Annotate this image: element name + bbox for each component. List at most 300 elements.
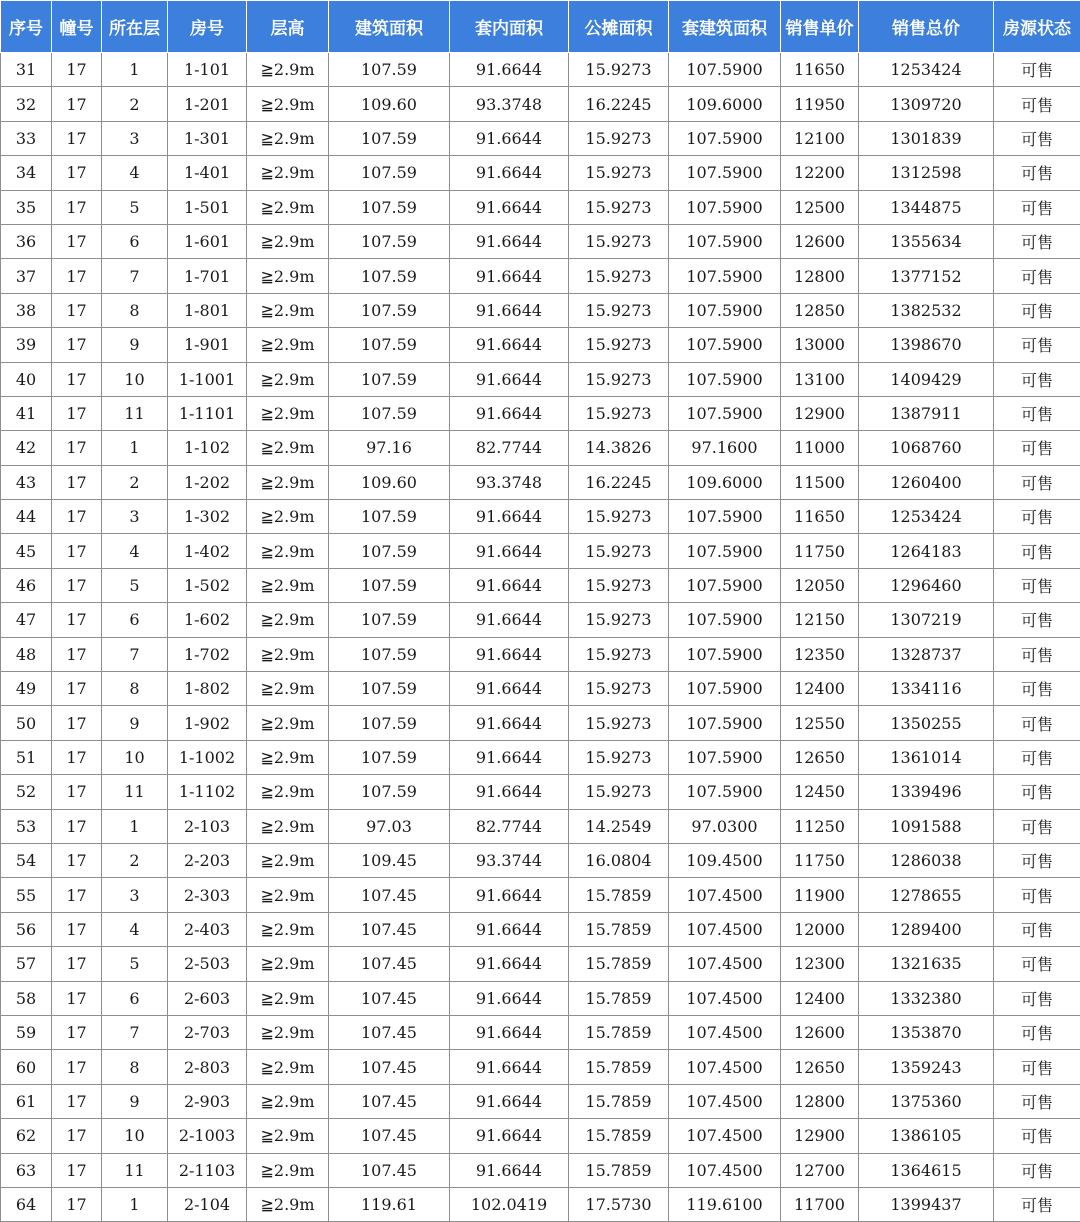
table-row (1, 706, 1080, 740)
col-header-internal-area: 套内面积 (450, 1, 569, 53)
cell-total-price: 1359243 (859, 1050, 994, 1084)
col-header-unit: 房号 (168, 1, 247, 53)
cell-building: 17 (52, 190, 102, 224)
cell-floor-height: ≧2.9m (247, 156, 329, 190)
cell-building: 17 (52, 87, 102, 121)
cell-status: 可售 (994, 53, 1080, 87)
cell-unit-gross-area: 107.5900 (669, 121, 781, 155)
cell-unit: 2-703 (168, 1015, 247, 1049)
cell-floor: 8 (102, 672, 168, 706)
cell-unit: 2-203 (168, 843, 247, 877)
cell-shared-area: 16.2245 (569, 87, 669, 121)
cell-internal-area: 91.6644 (450, 775, 569, 809)
cell-internal-area: 91.6644 (450, 396, 569, 430)
cell-floor-height: ≧2.9m (247, 878, 329, 912)
cell-status: 可售 (994, 947, 1080, 981)
cell-floor-height: ≧2.9m (247, 293, 329, 327)
cell-index: 42 (1, 431, 52, 465)
cell-unit: 1-402 (168, 534, 247, 568)
cell-building: 17 (52, 534, 102, 568)
cell-unit-gross-area: 97.1600 (669, 431, 781, 465)
cell-unit-gross-area: 107.5900 (669, 672, 781, 706)
cell-index: 55 (1, 878, 52, 912)
cell-shared-area: 15.9273 (569, 500, 669, 534)
cell-index: 45 (1, 534, 52, 568)
cell-status: 可售 (994, 1119, 1080, 1153)
cell-internal-area: 91.6644 (450, 500, 569, 534)
cell-floor: 2 (102, 465, 168, 499)
cell-floor: 6 (102, 224, 168, 258)
cell-status: 可售 (994, 1187, 1080, 1221)
cell-status: 可售 (994, 1084, 1080, 1118)
cell-status: 可售 (994, 672, 1080, 706)
cell-internal-area: 91.6644 (450, 740, 569, 774)
cell-status: 可售 (994, 396, 1080, 430)
cell-gross-area: 107.59 (329, 362, 450, 396)
cell-building: 17 (52, 1187, 102, 1221)
cell-floor: 8 (102, 1050, 168, 1084)
cell-internal-area: 91.6644 (450, 259, 569, 293)
cell-status: 可售 (994, 87, 1080, 121)
cell-index: 61 (1, 1084, 52, 1118)
cell-unit-gross-area: 97.0300 (669, 809, 781, 843)
cell-internal-area: 91.6644 (450, 362, 569, 396)
cell-gross-area: 107.59 (329, 293, 450, 327)
cell-index: 39 (1, 328, 52, 362)
cell-floor: 10 (102, 740, 168, 774)
cell-floor-height: ≧2.9m (247, 121, 329, 155)
cell-unit-gross-area: 107.5900 (669, 500, 781, 534)
cell-total-price: 1253424 (859, 53, 994, 87)
cell-unit-price: 12700 (781, 1153, 859, 1187)
cell-unit: 2-1003 (168, 1119, 247, 1153)
cell-index: 46 (1, 568, 52, 602)
col-header-unit-gross-area: 套建筑面积 (669, 1, 781, 53)
cell-total-price: 1321635 (859, 947, 994, 981)
cell-total-price: 1382532 (859, 293, 994, 327)
cell-shared-area: 15.9273 (569, 53, 669, 87)
cell-total-price: 1091588 (859, 809, 994, 843)
cell-internal-area: 91.6644 (450, 190, 569, 224)
cell-unit: 1-701 (168, 259, 247, 293)
cell-internal-area: 91.6644 (450, 1119, 569, 1153)
cell-shared-area: 15.9273 (569, 534, 669, 568)
cell-building: 17 (52, 568, 102, 602)
cell-unit-price: 11900 (781, 878, 859, 912)
cell-unit-gross-area: 107.5900 (669, 534, 781, 568)
table-row (1, 1119, 1080, 1153)
cell-gross-area: 107.59 (329, 259, 450, 293)
cell-floor: 5 (102, 190, 168, 224)
cell-unit: 1-702 (168, 637, 247, 671)
cell-unit: 1-301 (168, 121, 247, 155)
cell-status: 可售 (994, 809, 1080, 843)
cell-gross-area: 107.45 (329, 1084, 450, 1118)
cell-shared-area: 15.7859 (569, 912, 669, 946)
cell-unit-gross-area: 107.5900 (669, 362, 781, 396)
cell-gross-area: 107.59 (329, 740, 450, 774)
cell-building: 17 (52, 396, 102, 430)
cell-total-price: 1387911 (859, 396, 994, 430)
cell-shared-area: 15.9273 (569, 775, 669, 809)
cell-unit-gross-area: 109.6000 (669, 87, 781, 121)
cell-total-price: 1328737 (859, 637, 994, 671)
cell-unit: 1-202 (168, 465, 247, 499)
cell-floor-height: ≧2.9m (247, 1050, 329, 1084)
cell-building: 17 (52, 809, 102, 843)
cell-status: 可售 (994, 1050, 1080, 1084)
table-row (1, 947, 1080, 981)
cell-unit-price: 11250 (781, 809, 859, 843)
cell-floor: 10 (102, 362, 168, 396)
cell-total-price: 1068760 (859, 431, 994, 465)
cell-unit-gross-area: 107.5900 (669, 706, 781, 740)
cell-unit-price: 12650 (781, 740, 859, 774)
cell-status: 可售 (994, 500, 1080, 534)
cell-building: 17 (52, 672, 102, 706)
cell-total-price: 1296460 (859, 568, 994, 602)
cell-unit: 1-502 (168, 568, 247, 602)
cell-status: 可售 (994, 740, 1080, 774)
table-body (1, 53, 1080, 1222)
cell-status: 可售 (994, 259, 1080, 293)
table-row (1, 87, 1080, 121)
cell-shared-area: 15.9273 (569, 293, 669, 327)
cell-floor: 2 (102, 87, 168, 121)
cell-shared-area: 16.0804 (569, 843, 669, 877)
cell-unit-gross-area: 107.4500 (669, 947, 781, 981)
table-row (1, 431, 1080, 465)
cell-floor: 9 (102, 328, 168, 362)
cell-unit: 2-403 (168, 912, 247, 946)
cell-total-price: 1399437 (859, 1187, 994, 1221)
cell-index: 36 (1, 224, 52, 258)
cell-floor: 9 (102, 1084, 168, 1118)
cell-floor: 4 (102, 156, 168, 190)
cell-status: 可售 (994, 328, 1080, 362)
cell-internal-area: 91.6644 (450, 1050, 569, 1084)
cell-floor-height: ≧2.9m (247, 465, 329, 499)
table-row (1, 396, 1080, 430)
cell-unit-gross-area: 107.4500 (669, 1050, 781, 1084)
cell-unit: 2-903 (168, 1084, 247, 1118)
cell-internal-area: 91.6644 (450, 568, 569, 602)
cell-unit: 1-1102 (168, 775, 247, 809)
cell-floor-height: ≧2.9m (247, 981, 329, 1015)
cell-internal-area: 91.6644 (450, 878, 569, 912)
cell-gross-area: 107.59 (329, 568, 450, 602)
cell-shared-area: 15.9273 (569, 121, 669, 155)
cell-unit-gross-area: 107.5900 (669, 568, 781, 602)
cell-gross-area: 107.45 (329, 1153, 450, 1187)
cell-floor: 11 (102, 775, 168, 809)
cell-index: 32 (1, 87, 52, 121)
cell-unit: 1-1101 (168, 396, 247, 430)
cell-floor: 3 (102, 878, 168, 912)
cell-floor: 1 (102, 431, 168, 465)
cell-internal-area: 91.6644 (450, 912, 569, 946)
cell-building: 17 (52, 156, 102, 190)
cell-shared-area: 15.7859 (569, 947, 669, 981)
cell-shared-area: 14.3826 (569, 431, 669, 465)
cell-internal-area: 91.6644 (450, 534, 569, 568)
cell-shared-area: 14.2549 (569, 809, 669, 843)
cell-internal-area: 91.6644 (450, 1153, 569, 1187)
cell-floor: 1 (102, 53, 168, 87)
cell-unit-price: 12550 (781, 706, 859, 740)
cell-shared-area: 15.7859 (569, 1084, 669, 1118)
cell-total-price: 1344875 (859, 190, 994, 224)
cell-shared-area: 15.9273 (569, 396, 669, 430)
cell-shared-area: 15.9273 (569, 740, 669, 774)
cell-floor-height: ≧2.9m (247, 947, 329, 981)
cell-internal-area: 91.6644 (450, 947, 569, 981)
cell-status: 可售 (994, 465, 1080, 499)
cell-index: 50 (1, 706, 52, 740)
table-row (1, 1050, 1080, 1084)
cell-floor: 11 (102, 396, 168, 430)
cell-total-price: 1286038 (859, 843, 994, 877)
cell-floor: 3 (102, 500, 168, 534)
col-header-gross-area: 建筑面积 (329, 1, 450, 53)
table-row (1, 1187, 1080, 1221)
table-row (1, 362, 1080, 396)
col-header-floor: 所在层 (102, 1, 168, 53)
cell-gross-area: 107.59 (329, 224, 450, 258)
table-row (1, 843, 1080, 877)
table-row (1, 53, 1080, 87)
table-row (1, 465, 1080, 499)
table-row (1, 224, 1080, 258)
cell-total-price: 1309720 (859, 87, 994, 121)
cell-floor: 7 (102, 1015, 168, 1049)
cell-building: 17 (52, 947, 102, 981)
cell-floor: 3 (102, 121, 168, 155)
table-row (1, 809, 1080, 843)
cell-index: 54 (1, 843, 52, 877)
cell-gross-area: 109.60 (329, 465, 450, 499)
table-row (1, 534, 1080, 568)
cell-total-price: 1350255 (859, 706, 994, 740)
cell-status: 可售 (994, 1015, 1080, 1049)
cell-status: 可售 (994, 706, 1080, 740)
cell-shared-area: 15.7859 (569, 1119, 669, 1153)
cell-floor-height: ≧2.9m (247, 809, 329, 843)
cell-unit-price: 12600 (781, 1015, 859, 1049)
table-row (1, 672, 1080, 706)
cell-building: 17 (52, 1050, 102, 1084)
cell-total-price: 1375360 (859, 1084, 994, 1118)
cell-total-price: 1355634 (859, 224, 994, 258)
cell-unit-price: 11650 (781, 53, 859, 87)
cell-status: 可售 (994, 224, 1080, 258)
cell-internal-area: 91.6644 (450, 706, 569, 740)
cell-unit-price: 13000 (781, 328, 859, 362)
cell-internal-area: 91.6644 (450, 1015, 569, 1049)
cell-status: 可售 (994, 843, 1080, 877)
cell-index: 63 (1, 1153, 52, 1187)
cell-unit-price: 12600 (781, 224, 859, 258)
cell-unit-price: 12800 (781, 259, 859, 293)
cell-floor-height: ≧2.9m (247, 603, 329, 637)
cell-building: 17 (52, 259, 102, 293)
cell-unit-gross-area: 107.5900 (669, 328, 781, 362)
cell-unit-price: 12900 (781, 1119, 859, 1153)
cell-internal-area: 91.6644 (450, 1084, 569, 1118)
col-header-total-price: 销售总价 (859, 1, 994, 53)
cell-unit-price: 12650 (781, 1050, 859, 1084)
cell-shared-area: 17.5730 (569, 1187, 669, 1221)
cell-gross-area: 119.61 (329, 1187, 450, 1221)
cell-status: 可售 (994, 431, 1080, 465)
cell-floor: 5 (102, 947, 168, 981)
cell-unit: 1-902 (168, 706, 247, 740)
table-row (1, 156, 1080, 190)
cell-total-price: 1289400 (859, 912, 994, 946)
cell-gross-area: 107.59 (329, 672, 450, 706)
cell-floor: 4 (102, 534, 168, 568)
cell-gross-area: 107.59 (329, 603, 450, 637)
cell-building: 17 (52, 121, 102, 155)
cell-unit: 1-1001 (168, 362, 247, 396)
cell-building: 17 (52, 1119, 102, 1153)
cell-floor-height: ≧2.9m (247, 843, 329, 877)
cell-floor: 9 (102, 706, 168, 740)
cell-gross-area: 107.59 (329, 500, 450, 534)
cell-gross-area: 97.03 (329, 809, 450, 843)
cell-gross-area: 109.45 (329, 843, 450, 877)
cell-shared-area: 15.9273 (569, 706, 669, 740)
cell-status: 可售 (994, 293, 1080, 327)
cell-floor-height: ≧2.9m (247, 775, 329, 809)
cell-gross-area: 107.59 (329, 534, 450, 568)
cell-shared-area: 15.9273 (569, 568, 669, 602)
cell-unit-gross-area: 107.4500 (669, 878, 781, 912)
cell-floor-height: ≧2.9m (247, 259, 329, 293)
table-row (1, 1015, 1080, 1049)
cell-index: 58 (1, 981, 52, 1015)
cell-internal-area: 91.6644 (450, 156, 569, 190)
cell-unit-gross-area: 107.4500 (669, 1119, 781, 1153)
cell-gross-area: 107.45 (329, 1050, 450, 1084)
cell-gross-area: 107.59 (329, 637, 450, 671)
cell-index: 37 (1, 259, 52, 293)
cell-total-price: 1353870 (859, 1015, 994, 1049)
table-row (1, 775, 1080, 809)
cell-unit: 1-1002 (168, 740, 247, 774)
cell-index: 64 (1, 1187, 52, 1221)
cell-floor-height: ≧2.9m (247, 1015, 329, 1049)
cell-unit-price: 12000 (781, 912, 859, 946)
cell-total-price: 1312598 (859, 156, 994, 190)
cell-unit-price: 12400 (781, 981, 859, 1015)
cell-total-price: 1377152 (859, 259, 994, 293)
cell-internal-area: 91.6644 (450, 53, 569, 87)
table-row (1, 1084, 1080, 1118)
cell-floor: 2 (102, 843, 168, 877)
cell-unit: 2-503 (168, 947, 247, 981)
cell-unit-price: 13100 (781, 362, 859, 396)
cell-index: 57 (1, 947, 52, 981)
cell-floor-height: ≧2.9m (247, 740, 329, 774)
cell-shared-area: 15.7859 (569, 1050, 669, 1084)
table-header (1, 1, 1080, 53)
table-row (1, 121, 1080, 155)
cell-total-price: 1278655 (859, 878, 994, 912)
cell-status: 可售 (994, 362, 1080, 396)
cell-floor-height: ≧2.9m (247, 672, 329, 706)
cell-status: 可售 (994, 534, 1080, 568)
cell-floor-height: ≧2.9m (247, 568, 329, 602)
cell-gross-area: 97.16 (329, 431, 450, 465)
table-row (1, 981, 1080, 1015)
cell-index: 51 (1, 740, 52, 774)
cell-floor-height: ≧2.9m (247, 637, 329, 671)
cell-index: 49 (1, 672, 52, 706)
table-row (1, 637, 1080, 671)
cell-gross-area: 109.60 (329, 87, 450, 121)
cell-index: 40 (1, 362, 52, 396)
cell-unit: 2-1103 (168, 1153, 247, 1187)
cell-unit-price: 11500 (781, 465, 859, 499)
cell-internal-area: 91.6644 (450, 603, 569, 637)
cell-gross-area: 107.45 (329, 1015, 450, 1049)
cell-status: 可售 (994, 603, 1080, 637)
cell-floor: 11 (102, 1153, 168, 1187)
cell-shared-area: 15.9273 (569, 156, 669, 190)
cell-building: 17 (52, 328, 102, 362)
table-row (1, 878, 1080, 912)
table-row (1, 293, 1080, 327)
cell-unit-price: 12200 (781, 156, 859, 190)
col-header-index: 序号 (1, 1, 52, 53)
cell-total-price: 1253424 (859, 500, 994, 534)
cell-building: 17 (52, 431, 102, 465)
cell-total-price: 1332380 (859, 981, 994, 1015)
cell-gross-area: 107.45 (329, 1119, 450, 1153)
cell-unit-gross-area: 107.5900 (669, 156, 781, 190)
cell-unit-gross-area: 119.6100 (669, 1187, 781, 1221)
cell-shared-area: 15.7859 (569, 878, 669, 912)
cell-total-price: 1260400 (859, 465, 994, 499)
cell-unit-gross-area: 107.5900 (669, 775, 781, 809)
cell-total-price: 1409429 (859, 362, 994, 396)
cell-internal-area: 91.6644 (450, 224, 569, 258)
cell-unit: 2-803 (168, 1050, 247, 1084)
col-header-status: 房源状态 (994, 1, 1080, 53)
cell-floor-height: ≧2.9m (247, 431, 329, 465)
cell-gross-area: 107.59 (329, 706, 450, 740)
cell-status: 可售 (994, 568, 1080, 602)
cell-unit-gross-area: 107.5900 (669, 293, 781, 327)
cell-building: 17 (52, 775, 102, 809)
cell-building: 17 (52, 1015, 102, 1049)
cell-internal-area: 93.3744 (450, 843, 569, 877)
cell-index: 56 (1, 912, 52, 946)
cell-building: 17 (52, 1084, 102, 1118)
cell-floor: 4 (102, 912, 168, 946)
cell-internal-area: 91.6644 (450, 121, 569, 155)
col-header-shared-area: 公摊面积 (569, 1, 669, 53)
cell-floor: 7 (102, 259, 168, 293)
cell-unit-price: 12850 (781, 293, 859, 327)
cell-status: 可售 (994, 1153, 1080, 1187)
cell-floor: 8 (102, 293, 168, 327)
cell-shared-area: 15.9273 (569, 328, 669, 362)
cell-total-price: 1334116 (859, 672, 994, 706)
cell-total-price: 1364615 (859, 1153, 994, 1187)
cell-unit: 2-104 (168, 1187, 247, 1221)
